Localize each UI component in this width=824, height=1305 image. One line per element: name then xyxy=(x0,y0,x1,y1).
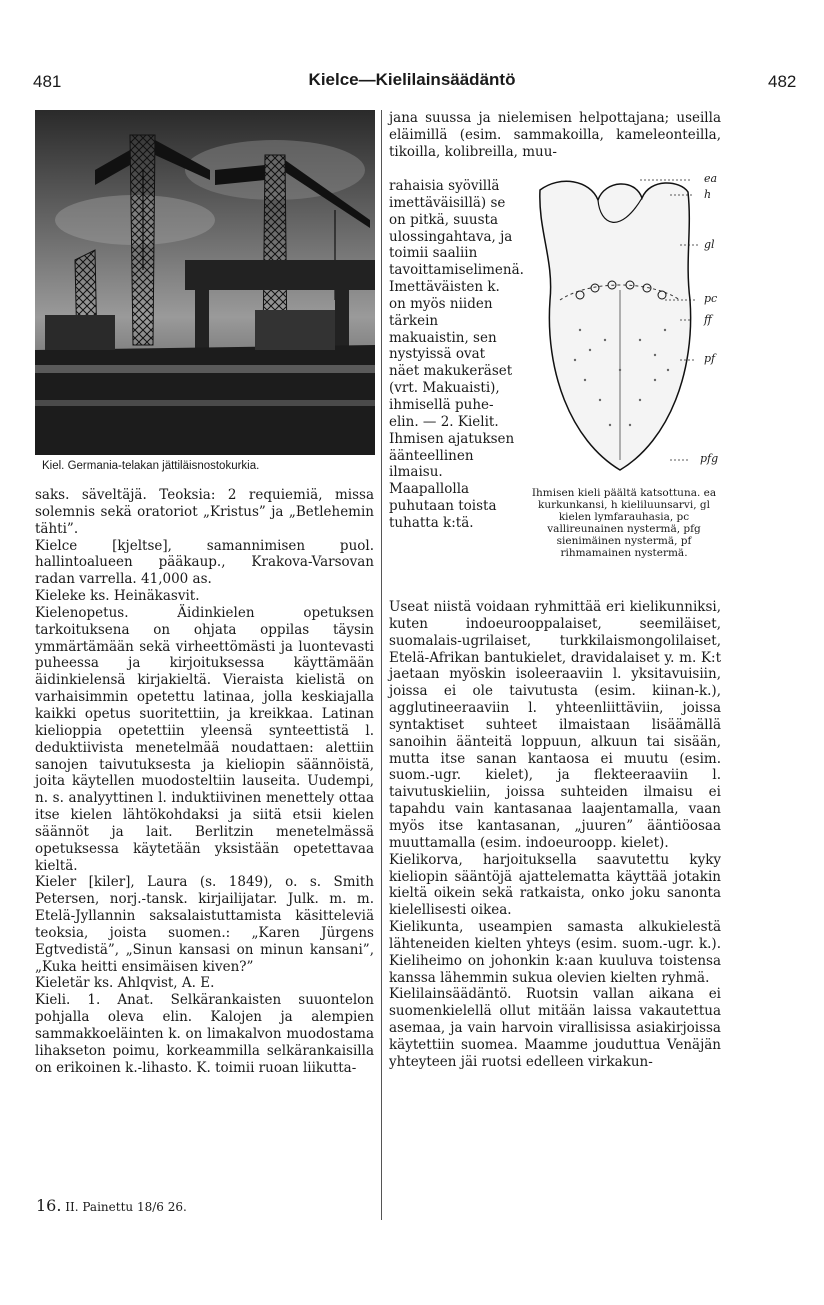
page-footer xyxy=(36,1196,187,1215)
right-narrow-text xyxy=(389,178,524,532)
print-volume: II. Painettu xyxy=(65,1200,134,1214)
figure-caption: Ihmisen kieli päältä katsottuna. ea kurkunkansi, h kieliluunsarvi, gl kielen lymfarauhasia, pc vallireunainen nystermä, pfg sienimäinen nystermä, pf rihmamainen nystermä. xyxy=(531,487,717,559)
figure-label: pfg xyxy=(700,452,719,465)
left-paragraph: Kieletär ks. Ahlqvist, A. E. xyxy=(35,975,215,992)
figure-label: pc xyxy=(704,292,718,305)
right-paragraph: Kielikunta, useampien samasta alkukielestä lähteneiden kielten yhteys (esim. suom.-ugr. k.). Kieliheimo on johonkin k:aan kuuluva toistensa kanssa lähemmin sukua olevien kielten ryhmä. xyxy=(389,919,721,986)
right-top-text xyxy=(389,110,721,161)
figure-label: pf xyxy=(704,352,716,365)
photo-caption: Kiel. Germania-telakan jättiläisnostokurkia. xyxy=(42,460,260,472)
right-column xyxy=(389,599,721,1071)
left-column xyxy=(35,487,374,1077)
left-paragraph: saks. säveltäjä. Teoksia: 2 requiemiä, missa solemnis sekä oratoriot „Kristus” ja „Betlehemin tähti”. xyxy=(35,487,374,537)
right-paragraph: Kielilainsäädäntö. Ruotsin vallan aikana ei suomenkielellä ollut mitään laissa vakautettua asemaa, ja vain harvoin virallisissa asiakirjoissa käytettiin suomea. Maamme jouduttua Venäjän yhteyteen jäi ruotsi edelleen virkakun- xyxy=(389,986,721,1070)
figure-label: gl xyxy=(704,238,715,251)
left-page-number: 481 xyxy=(33,72,62,91)
left-paragraph: Kieli. 1. Anat. Selkärankaisten suuontelon pohjalla oleva elin. Kalojen ja alempien sammakkoeläinten k. on limakalvon muodostama lihakseton poimu, korkeammilla selkärankaisilla on erikoinen k.-lihasto. K. toimii ruoan liikutta- xyxy=(35,992,374,1076)
page-header-title: Kielce—Kielilainsäädäntö xyxy=(308,70,516,89)
signature-mark: 16. xyxy=(36,1196,62,1215)
right-paragraph: Useat niistä voidaan ryhmittää eri kielikunniksi, kuten indoeurooppalaiset, seemiläiset, suomalais-ugrilaiset, turkkilaismongolilaiset, Etelä-Afrikan bantukielet, dravidalaiset y. m. K:t jaetaan myöskin isoleeraaviin l. yksitavuisiin, joissa ei ole taivutusta (esim. kiinan-k.), agglutineeraaviin l. yhteenliittäviin, joissa syntaktiset suhteet ilmaistaan lisäämällä sanoihin äänteitä loppuun, alkuun tai sisään, mutta itse sanan kantaosa ei muutu (esim. suom.-ugr. kielet), ja flekteeraaviin l. taivutuskieliin, joissa suhteiden ilmaisu ei tapahdu vain kantasanaa laajentamalla, vaan myös itse kantasanan, „juuren” ääntiöosaa muuttamalla (esim. indoeuroopp. kielet). xyxy=(389,599,721,851)
crane-photo xyxy=(35,110,375,455)
figure-label: h xyxy=(704,188,712,201)
right-page-number: 482 xyxy=(768,72,797,91)
right-top-paragraph: jana suussa ja nielemisen helpottajana; useilla eläimillä (esim. sammakoilla, kameleonteilla, tikoilla, kolibreilla, muu- xyxy=(389,110,721,160)
tongue-illustration xyxy=(520,170,720,485)
column-divider xyxy=(381,110,382,1220)
print-date: 18/6 26. xyxy=(136,1200,187,1214)
left-paragraph: Kieler [kiler], Laura (s. 1849), o. s. Smith Petersen, norj.-tansk. kirjailijatar. Julk. m. m. Etelä-Jyllannin saksalaistuttamista käsitteleviä teoksia, joista suomen.: „Karen Jürgens Egtvedistä”, „Sinun kansasi on minun kansani”, „Kuka heitti ensimäisen kiven?” xyxy=(35,874,374,975)
left-paragraph: Kieleke ks. Heinäkasvit. xyxy=(35,588,200,605)
left-paragraph: Kielenopetus. Äidinkielen opetuksen tarkoituksena on ohjata oppilas täysin ymmärtämään sekä virheettömästi ja luontevasti puheessa ja kirjoituksessa käyttämään äidinkielensä kirjakieltä. Vieraista kielistä on varhaisimmin opetettu latinaa, jolla keskiajalla kaikki opetus suoritettiin, ja kreikkaa. Latinan kielioppia opetettiin yleensä synteettistä l. deduktiivista menetelmää noudattaen: alettiin sanojen taivutuksesta ja kieliopin säännöistä, joita käytellen muodosteltiin lauseita. Uudempi, n. s. analyyttinen l. induktiivinen menettely ottaa itse kielen lähtökohdaksi ja siitä etsii kielen säännöt ja lait. Berlitzin menetelmässä opetuksessa käytetään yksistään opetettavaa kieltä. xyxy=(35,604,374,874)
right-paragraph: Kielikorva, harjoituksella saavutettu kyky kieliopin sääntöjä ajattelematta käyttää jotakin kieltä oikein sekä ratkaista, onko joku sanonta kielellisesti oikea. xyxy=(389,851,721,919)
left-paragraph: Kielce [kjeltse], samannimisen puol. hallintoalueen pääkaup., Krakova-Varsovan radan varrella. 41,000 as. xyxy=(35,537,374,588)
figure-label: ff xyxy=(704,313,712,326)
right-narrow-paragraph: rahaisia syövillä imettäväisillä) se on pitkä, suusta ulossingahtava, ja toimii saaliin tavoittamiselimenä. Imettäväisten k. on myös niiden tärkein makuaistin, sen nystyissä ovat näet makukeräset (vrt. Makuaisti), ihmisellä puhe-elin. — 2. Kielit. Ihmisen ajatuksen äänteellinen ilmaisu. Maapallolla puhutaan toista tuhatta k:tä. xyxy=(389,178,524,531)
figure-label: ea xyxy=(704,172,718,185)
